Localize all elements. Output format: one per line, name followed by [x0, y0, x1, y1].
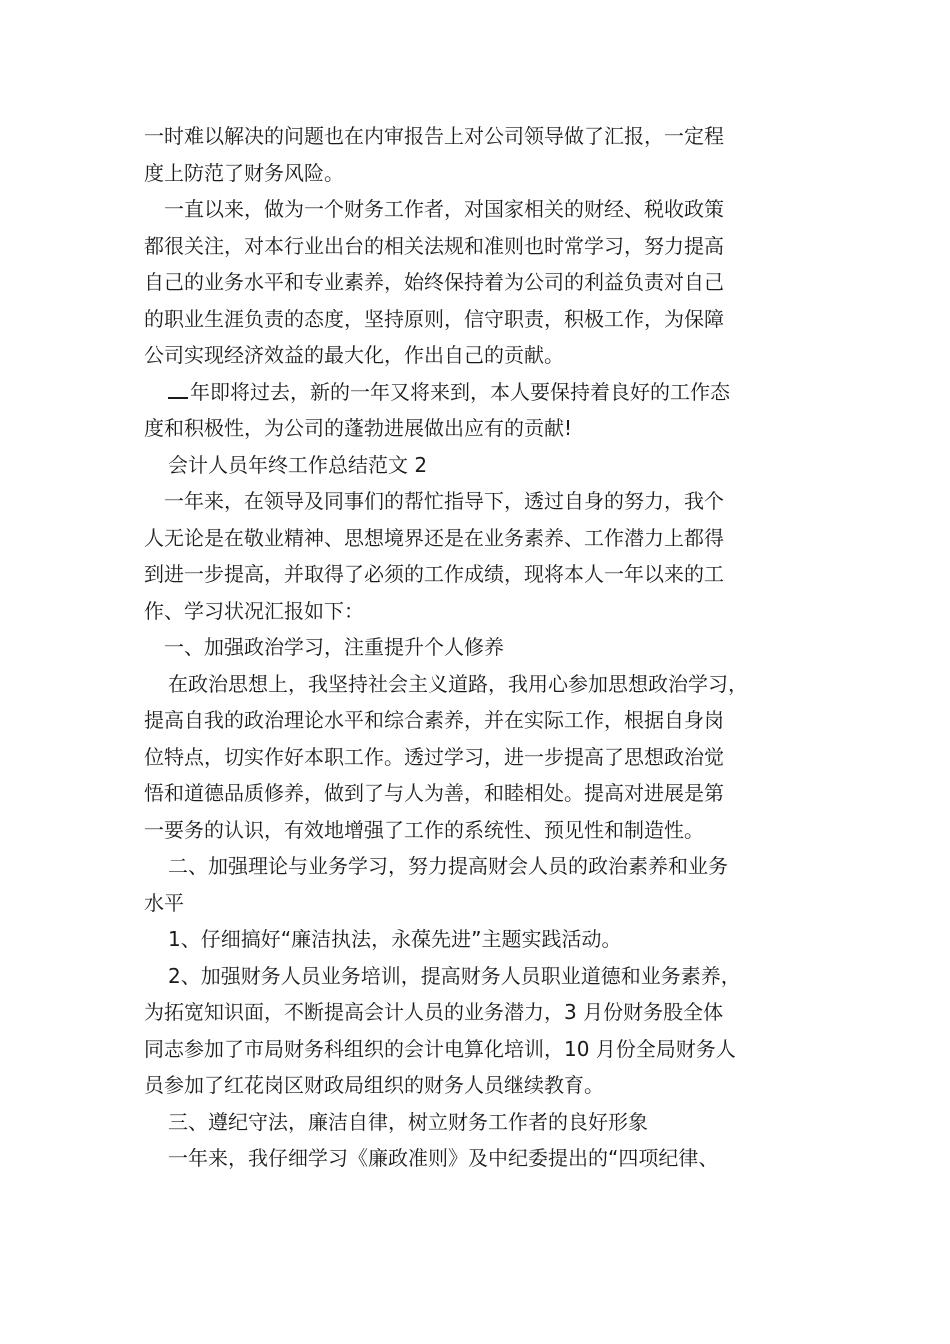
text-line: 到进一步提高，并取得了必须的工作成绩，现将本人一年以来的工	[144, 562, 724, 586]
text-line: 一直以来，做为一个财务工作者，对国家相关的财经、税收政策	[164, 197, 724, 221]
text-line: 同志参加了市局财务科组织的会计电算化培训，10 月份全局财务人	[144, 1036, 736, 1061]
text-line: 都很关注，对本行业出台的相关法规和准则也时常学习，努力提高	[144, 233, 724, 258]
text-line: 三、遵纪守法，廉洁自律，树立财务工作者的良好形象	[168, 1109, 648, 1134]
text-line: 水平	[144, 890, 184, 915]
text-line: 员参加了红花岗区财政局组织的财务人员继续教育。	[144, 1073, 604, 1097]
text-line: 二、加强理论与业务学习，努力提高财会人员的政治素养和业务	[168, 854, 728, 878]
list-item-1	[144, 921, 824, 958]
text-line: 一要务的认识，有效地增强了工作的系统性、预见性和制造性。	[144, 817, 704, 842]
list-item-2	[144, 958, 824, 1104]
paragraph-audit-report	[144, 118, 824, 191]
text-line: 在政治思想上，我坚持社会主义道路，我用心参加思想政治学习，	[168, 671, 748, 696]
text-line: 1、仔细搞好“廉洁执法，永葆先进”主题实践活动。	[168, 927, 622, 951]
document-body	[144, 118, 824, 1177]
text-line: 公司实现经济效益的最大化，作出自己的贡献。	[144, 343, 564, 367]
text-line: 位特点，切实作好本职工作。透过学习，进一步提高了思想政治觉	[144, 744, 724, 769]
paragraph-year-ending	[144, 374, 824, 447]
text-line: 会计人员年终工作总结范文 2	[168, 452, 428, 477]
text-line: 一年来，我仔细学习《廉政准则》及中纪委提出的“四项纪律、	[168, 1146, 719, 1170]
paragraph-integrity-study	[144, 1140, 824, 1177]
text-line: 为拓宽知识面，不断提高会计人员的业务潜力，3 月份财务股全体	[144, 1000, 724, 1024]
section-heading-sample-2	[144, 447, 824, 484]
text-line: 的职业生涯负责的态度，坚持原则，信守职责，积极工作，为保障	[144, 306, 724, 331]
text-line: 度上防范了财务风险。	[144, 160, 344, 185]
paragraph-policy-attention	[144, 191, 824, 374]
heading-political-study	[144, 629, 824, 666]
heading-discipline	[144, 1104, 824, 1141]
text-line: 提高自我的政治理论水平和综合素养，并在实际工作，根据自身岗	[144, 708, 724, 732]
text-line: 一年来，在领导及同事们的帮忙指导下，透过自身的努力，我个	[164, 489, 724, 513]
text-line: 一、加强政治学习，注重提升个人修养	[164, 635, 504, 659]
paragraph-year-review	[144, 483, 824, 629]
text-line: 度和积极性，为公司的蓬勃进展做出应有的贡献!	[144, 416, 573, 440]
text-line: 自己的业务水平和专业素养，始终保持着为公司的利益负责对自己	[144, 270, 724, 294]
text-line: 人无论是在敬业精神、思想境界还是在业务素养、工作潜力上都得	[144, 525, 724, 550]
text-line	[144, 374, 824, 411]
text-segment: 年即将过去，新的一年又将来到，本人要保持着良好的工作态	[190, 379, 730, 404]
text-line: 2、加强财务人员业务培训，提高财务人员职业道德和业务素养，	[168, 963, 741, 988]
paragraph-political-thought	[144, 666, 824, 849]
heading-theory-study	[144, 848, 824, 921]
text-line: 悟和道德品质修养，做到了与人为善，和睦相处。提高对进展是第	[144, 781, 724, 805]
text-line: 一时难以解决的问题也在内审报告上对公司领导做了汇报，一定程	[144, 124, 724, 148]
blank-underline	[168, 381, 188, 399]
text-line: 作、学习状况汇报如下：	[144, 598, 364, 623]
